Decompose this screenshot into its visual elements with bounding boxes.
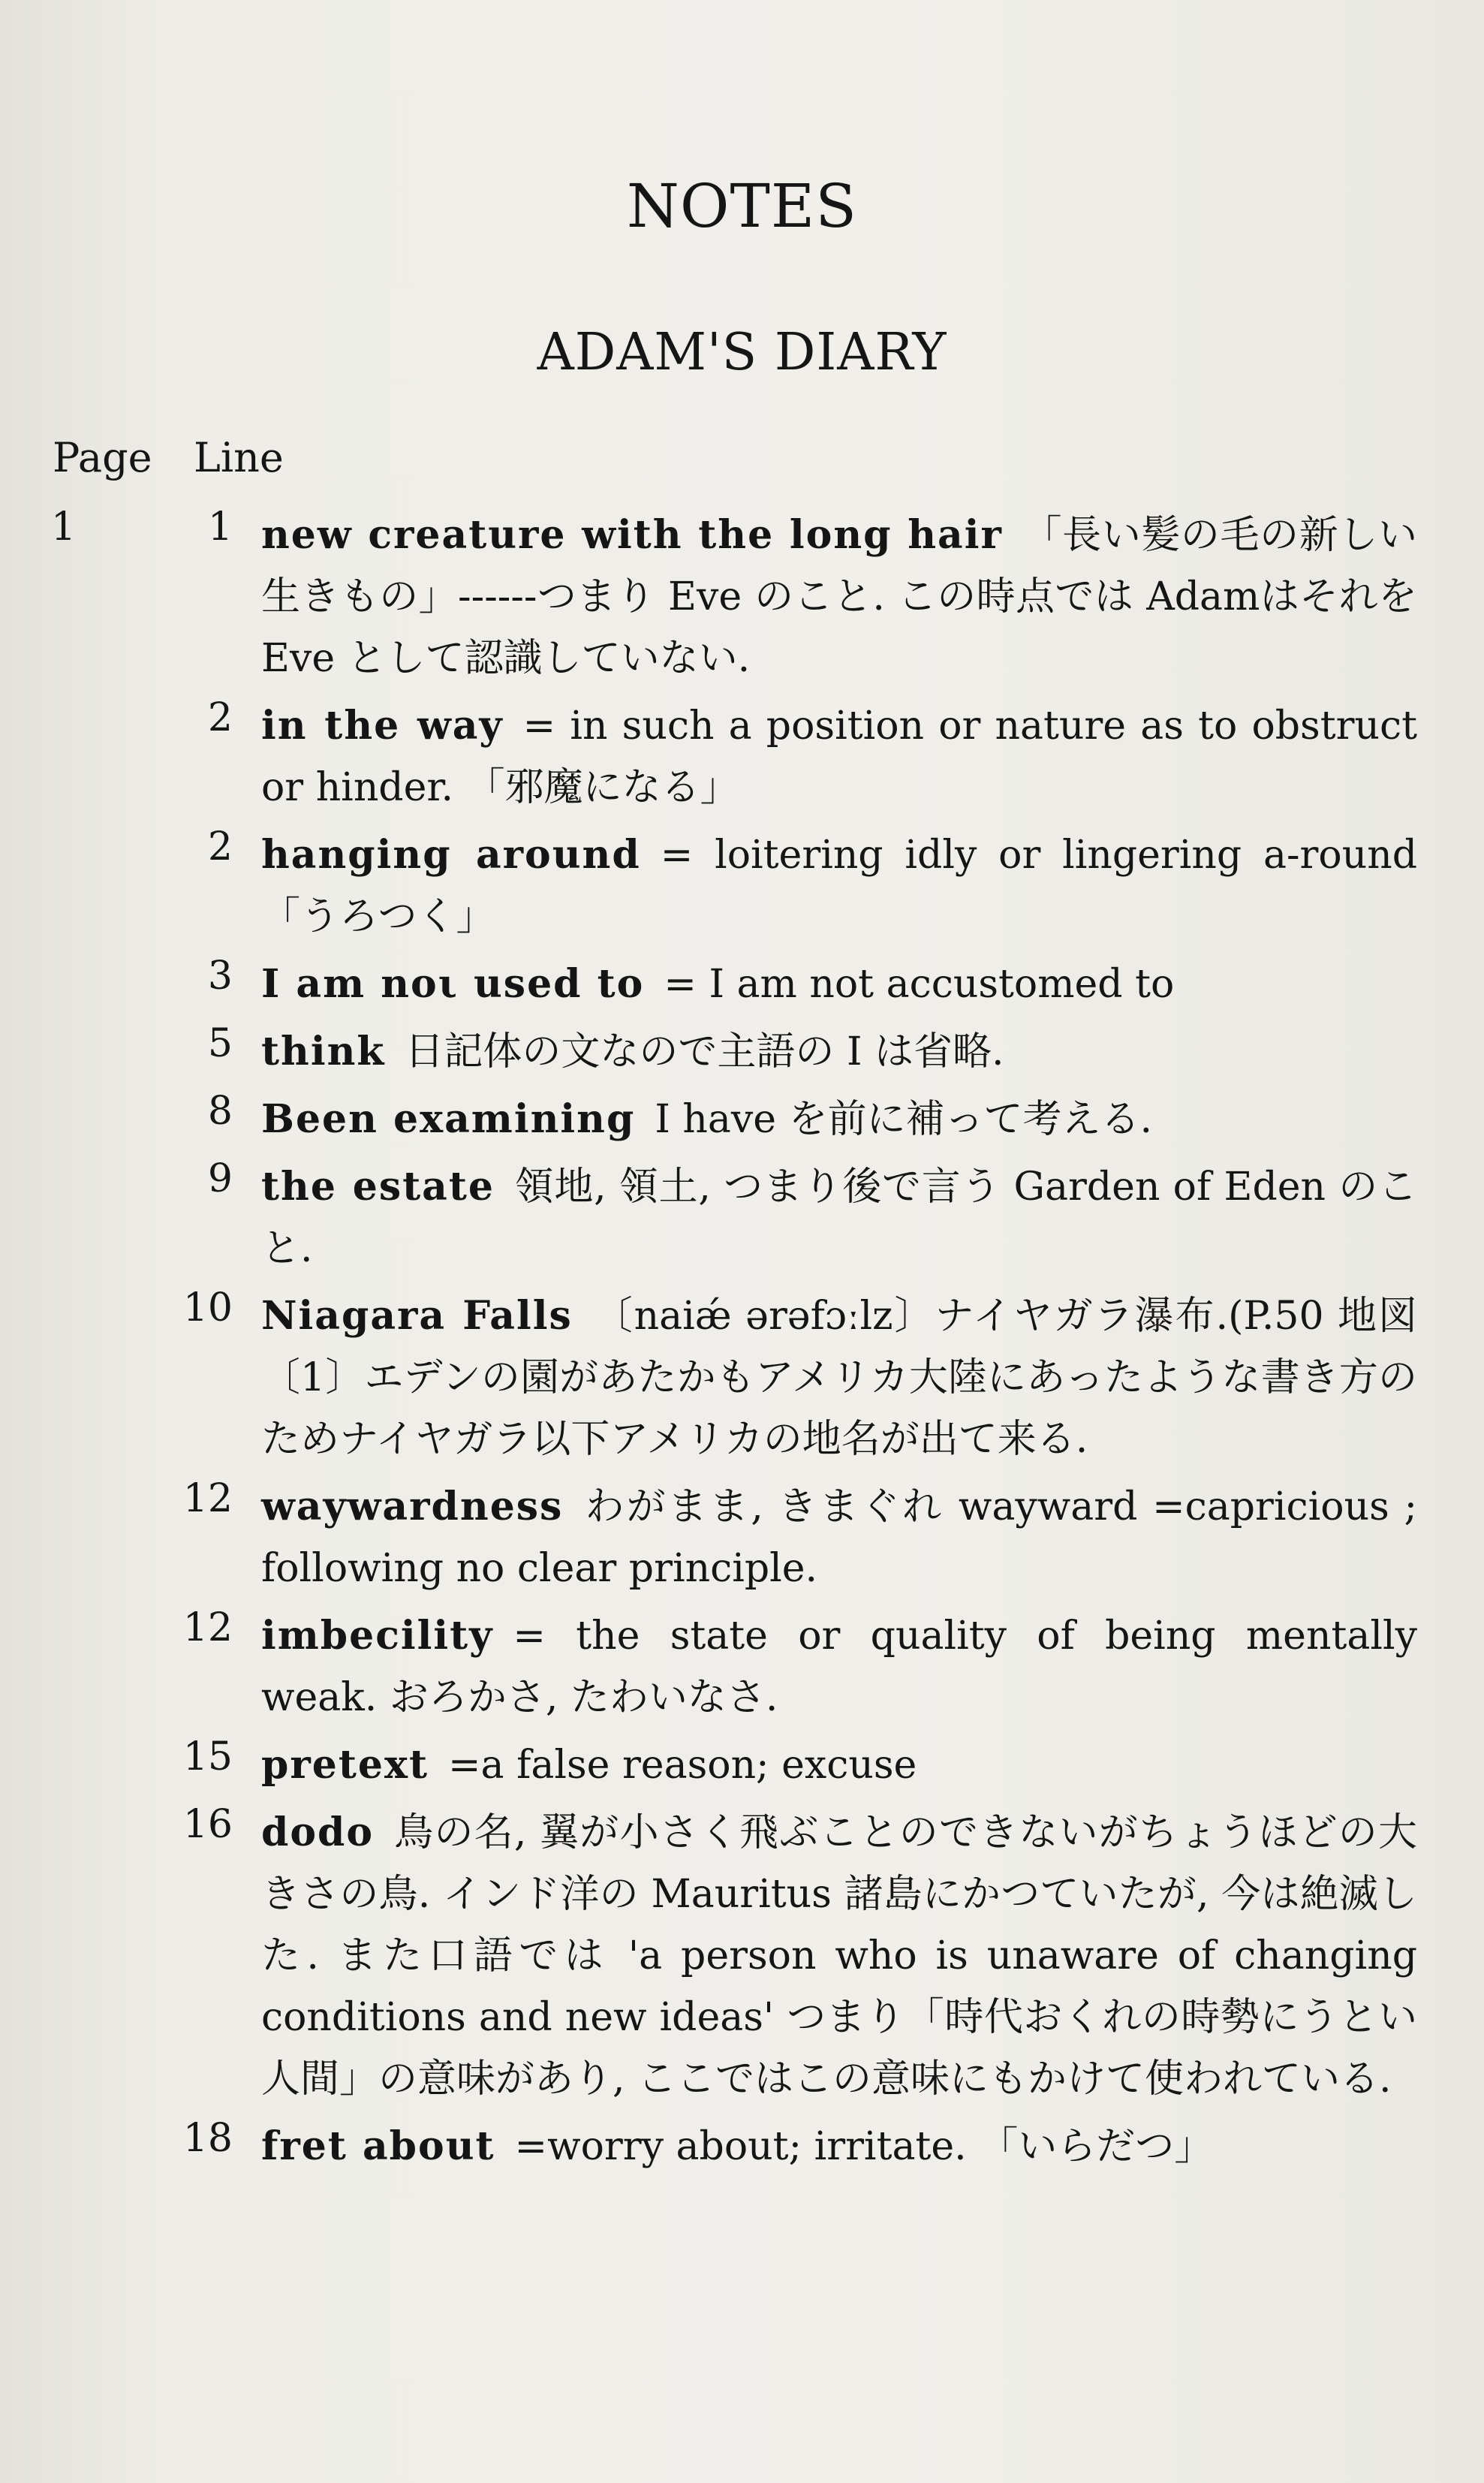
note-text: 日記体の文なので主語の I は省略. — [405, 1029, 1004, 1074]
column-header-line: Line — [194, 434, 284, 481]
headword: fret about — [261, 2123, 495, 2169]
headword: pretext — [261, 1742, 429, 1788]
headword: imbecility — [261, 1613, 494, 1659]
headword: dodo — [261, 1810, 375, 1855]
note-entry — [0, 1476, 1484, 1599]
section-title: ADAM'S DIARY — [537, 323, 947, 382]
note-text: 〔naiǽ ərəfɔːlz〕ナイヤガラ瀑布.(P.50 地図〔1〕エデンの園があたかもアメリカ大陸にあったような書き方のためナイヤガラ以下アメリカの地名が出て来る. — [261, 1294, 1417, 1462]
note-entry — [0, 1802, 1484, 2110]
note-entry — [0, 505, 1484, 689]
note-entry — [0, 2116, 1484, 2177]
headword: waywardness — [261, 1484, 564, 1529]
line-number: 10 — [182, 1285, 233, 1330]
line-number: 12 — [182, 1476, 233, 1521]
column-header-page: Page — [53, 434, 152, 481]
note-text: = the state or quality of being mentally weak. おろかさ, たわいなさ. — [261, 1614, 1417, 1720]
headword: think — [261, 1029, 386, 1074]
line-number: 16 — [182, 1802, 233, 1847]
note-text: 領地, 領土, つまり後で言う Garden of Eden のこと. — [261, 1165, 1417, 1271]
note-entry — [0, 695, 1484, 818]
headword: in the way — [261, 703, 504, 749]
notes-list — [0, 505, 1484, 2183]
note-entry — [0, 1156, 1484, 1279]
line-number: 3 — [207, 954, 233, 999]
note-text: =worry about; irritate. 「いらだつ」 — [514, 2124, 1214, 2169]
note-text: =a false reason; excuse — [447, 1743, 917, 1788]
line-number: 12 — [182, 1605, 233, 1650]
line-number: 15 — [182, 1734, 233, 1779]
note-entry — [0, 1285, 1484, 1470]
line-number: 2 — [207, 695, 233, 740]
note-entry — [0, 824, 1484, 948]
line-number: 1 — [207, 505, 233, 550]
note-text: I have を前に補って考える. — [655, 1097, 1153, 1142]
line-number: 2 — [207, 824, 233, 869]
line-number: 5 — [207, 1021, 233, 1066]
line-number: 9 — [207, 1156, 233, 1201]
headword: hanging around — [261, 832, 641, 878]
page-number: 1 — [51, 505, 77, 550]
note-text: わがまま, きまぐれ wayward =capricious ; following no clear principle. — [261, 1484, 1417, 1591]
note-text: 鳥の名, 翼が小さく飛ぶことのできないがちょうほどの大きさの鳥. インド洋の Mauritus 諸島にかつていたが, 今は絶滅した. また口語では 'a person who is unaware of changing conditions and new ideas' つまり「時代おくれの時勢にうとい人間」の意味があり, ここではこの意味にもかけて使われている. — [261, 1810, 1417, 2102]
note-entry — [0, 1605, 1484, 1728]
note-entry — [0, 1021, 1484, 1083]
line-number: 18 — [182, 2116, 233, 2161]
note-text: = loitering idly or lingering a-round「うろつく」 — [261, 833, 1417, 939]
headword: I am noι used to — [261, 961, 645, 1007]
headword: Niagara Falls — [261, 1293, 573, 1339]
headword: Been examining — [261, 1096, 636, 1142]
note-text: = in such a position or nature as to obstruct or hinder. 「邪魔になる」 — [261, 704, 1417, 810]
note-entry — [0, 1089, 1484, 1150]
line-number: 8 — [207, 1089, 233, 1134]
note-entry — [0, 954, 1484, 1015]
headword: the estate — [261, 1164, 495, 1210]
note-text: = I am not accustomed to — [664, 962, 1175, 1007]
note-entry — [0, 1734, 1484, 1796]
note-text: 「長い髪の毛の新しい生きもの」------つまり Eve のこと. この時点では Adamはそれを Eve として認識していない. — [261, 513, 1417, 681]
page-title: NOTES — [626, 171, 858, 241]
headword: new creature with the long hair — [261, 512, 1003, 558]
